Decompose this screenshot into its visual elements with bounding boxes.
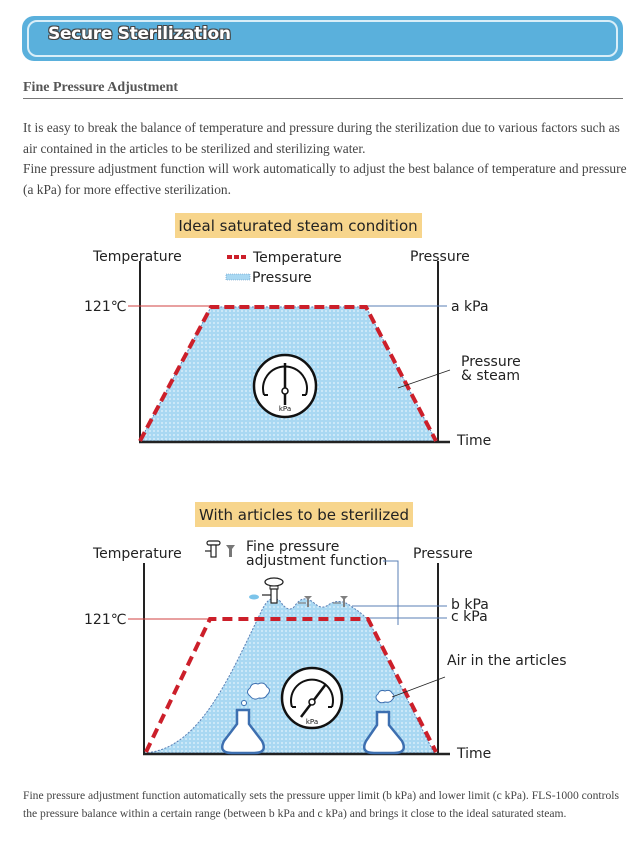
diagram-ideal xyxy=(84,213,521,449)
intro-paragraph-1: It is easy to break the balance of temperature and pressure during the sterilization due to various factors such as air contained in the articles to be sterilized and sterilizing water. xyxy=(23,120,620,156)
diagram2-function-label-line2: adjustment function xyxy=(246,553,388,569)
diagram2-air-label: Air in the articles xyxy=(447,653,567,669)
diagram1-title: Ideal saturated steam condition xyxy=(178,217,418,235)
diagram1-callout-line xyxy=(398,370,450,388)
diagram1-callout-line1: Pressure xyxy=(461,354,521,370)
diagram-with-articles xyxy=(84,502,567,762)
footer-paragraph: Fine pressure adjustment function automatically sets the pressure upper limit (b kPa) and lower limit (c kPa). FLS-1000 controls the pressure balance within a certain range (between b kPa and c kPa) and brings it close to the ideal saturated steam. xyxy=(23,789,619,820)
banner-title: Secure Sterilization xyxy=(48,24,231,44)
pressure-gauge-icon xyxy=(282,668,342,728)
legend-temperature-label: Temperature xyxy=(253,250,342,266)
sterilization-diagrams xyxy=(0,205,642,775)
valve-legend-icon xyxy=(205,541,235,557)
diagram2-right-axis-label: Pressure xyxy=(413,546,473,562)
diagram1-gauge-unit: kPa xyxy=(278,405,292,413)
diagram1-temp-label: 121℃ xyxy=(84,299,127,315)
diagram2-temp-label: 121℃ xyxy=(84,612,127,628)
diagram2-c-kpa-label: c kPa xyxy=(451,609,488,625)
pressure-gauge-icon xyxy=(254,355,316,417)
diagram1-a-kpa-label: a kPa xyxy=(451,299,489,315)
diagram2-function-label-line1: Fine pressure xyxy=(246,539,340,555)
section-title: Fine Pressure Adjustment xyxy=(23,80,179,95)
diagram1-callout-line2: & steam xyxy=(461,368,520,384)
intro-paragraph-2: Fine pressure adjustment function will work automatically to adjust the best balance of temperature and pressure (a kPa) for more effective sterilization. xyxy=(23,161,627,197)
diagram2-title: With articles to be sterilized xyxy=(198,506,410,524)
diagram2-left-axis-label: Temperature xyxy=(93,546,182,562)
diagram2-gauge-unit: kPa xyxy=(305,718,319,726)
diagram1-left-axis-label: Temperature xyxy=(93,249,182,265)
diagram1-time-label: Time xyxy=(457,433,492,449)
diagram2-time-label: Time xyxy=(457,746,492,762)
legend-pressure-label: Pressure xyxy=(252,270,312,286)
section-divider xyxy=(23,98,623,99)
legend-pressure-swatch xyxy=(226,274,250,280)
diagram2-b-kpa-label: b kPa xyxy=(451,597,489,613)
section-banner xyxy=(22,16,623,61)
diagram1-right-axis-label: Pressure xyxy=(410,249,470,265)
